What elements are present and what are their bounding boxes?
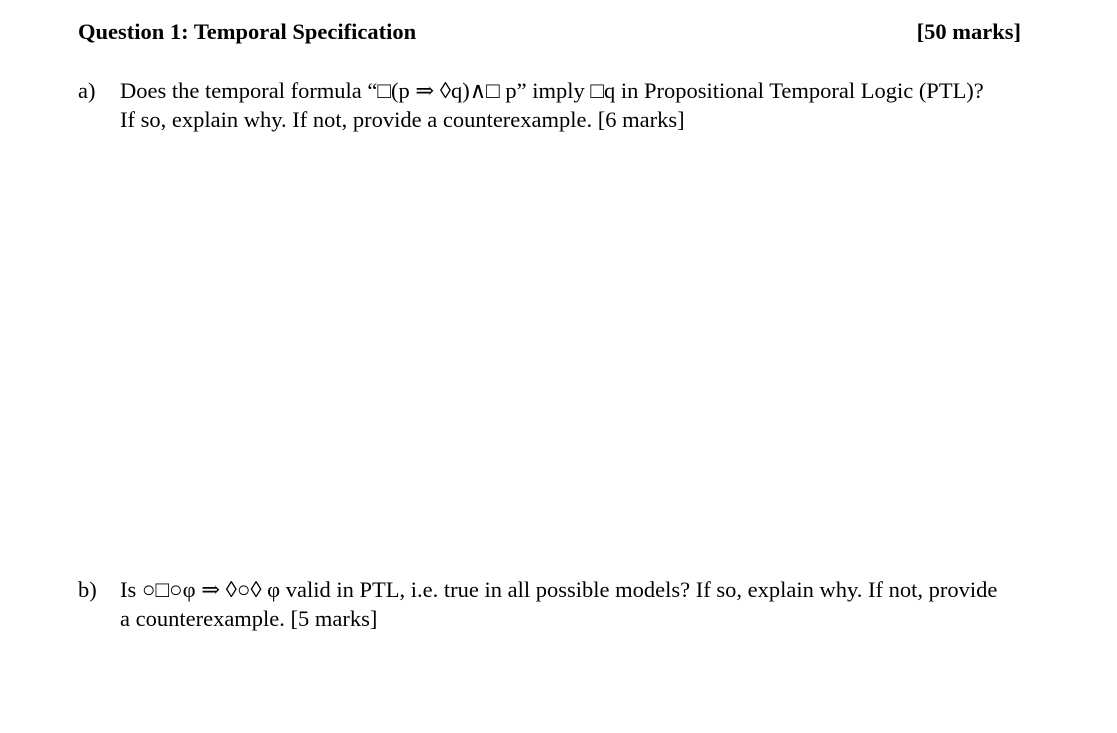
part-a-line-1: Does the temporal formula “□(p ⇒ ◊q)∧□ p” imply □q in Propositional Temporal Logic (PTL)?	[120, 78, 984, 103]
part-b-text	[120, 575, 1060, 633]
part-a-label: a)	[78, 78, 96, 103]
part-b-label: b)	[78, 577, 97, 602]
question-header	[78, 16, 1021, 48]
part-a-line-2: If so, explain why. If not, provide a counterexample. [6 marks]	[120, 107, 685, 132]
question-total-marks: [50 marks]	[916, 19, 1021, 44]
part-b-line-1: Is ○□○φ ⇒ ◊○◊ φ valid in PTL, i.e. true in all possible models? If so, explain why. If not, provide	[120, 577, 998, 602]
part-a-text	[120, 76, 1060, 134]
part-b-line-2: a counterexample. [5 marks]	[120, 606, 378, 631]
question-title: Question 1: Temporal Specification	[78, 19, 417, 44]
